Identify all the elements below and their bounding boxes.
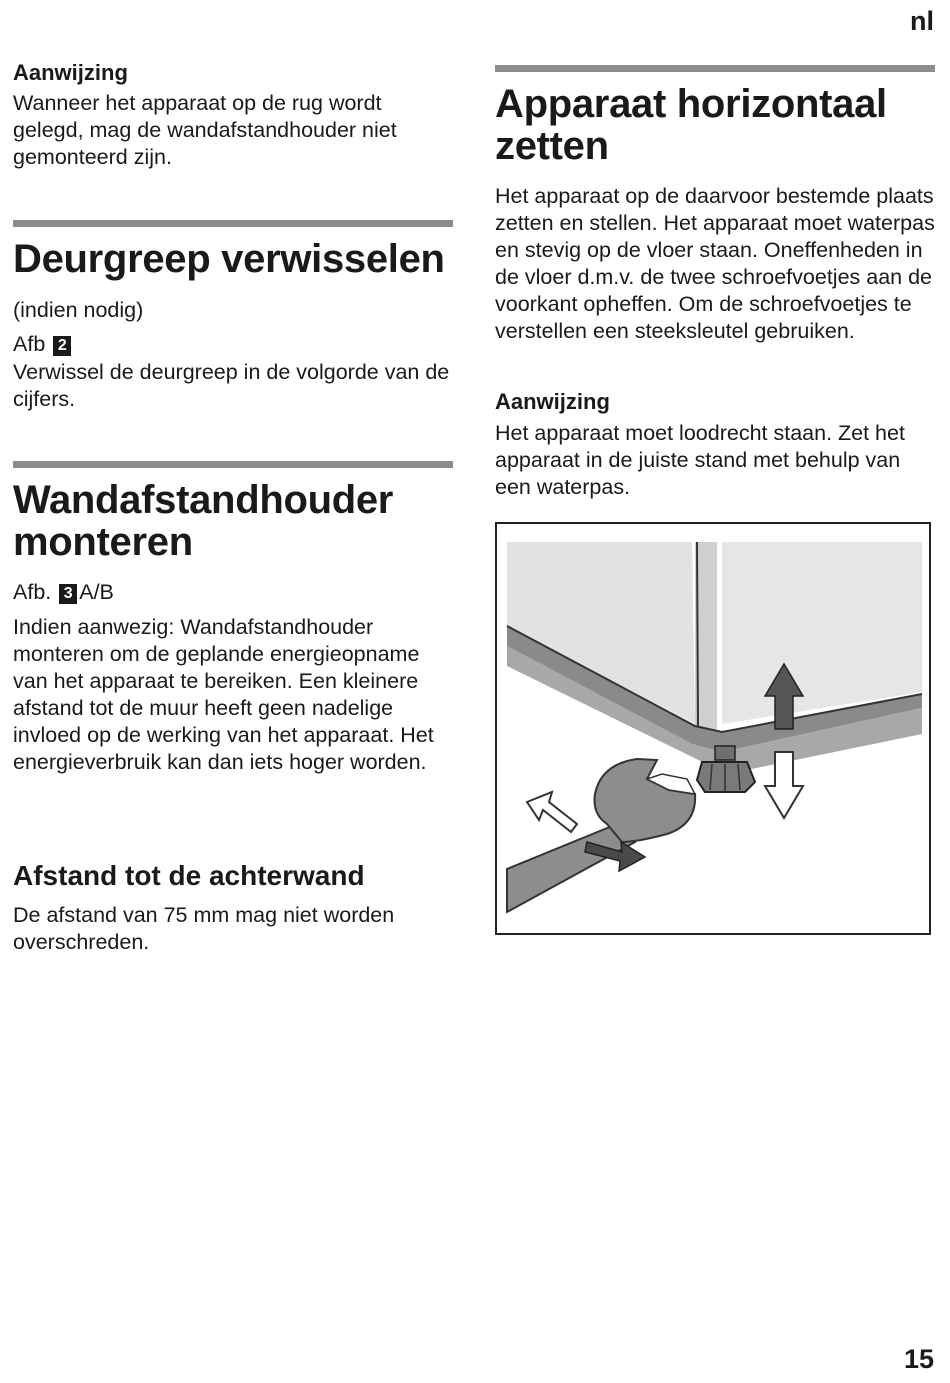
note-text: Wanneer het apparaat op de rug wordt gelegd, mag de wandafstandhouder niet gemonteerd zijn. (13, 91, 397, 169)
rotate-arrow-icon (527, 792, 577, 832)
note-text: Het apparaat moet loodrecht staan. Zet het apparaat in de juiste stand met behulp van een waterpas. (495, 421, 905, 499)
section-rule (13, 461, 453, 468)
section-text: Verwissel de deurgreep in de volgorde van de cijfers. (13, 360, 450, 411)
section-title-level: Apparaat horizontaal zetten (495, 82, 887, 168)
section-rule (495, 65, 935, 72)
figure-prefix: Afb (13, 332, 46, 356)
figure-suffix: A/B (79, 580, 114, 604)
note-title: Aanwijzing (495, 389, 610, 414)
section-rule (13, 220, 453, 227)
section-subtitle: (indien nodig) (13, 298, 144, 322)
leveling-illustration (497, 524, 929, 933)
section-text: De afstand van 75 mm mag niet worden overschreden. (13, 903, 395, 954)
section-title-spacer: Wandafstandhouder monteren (13, 478, 394, 564)
section-text: Indien aanwezig: Wandafstandhouder monteren om de geplande energieopname van het apparaat te bereiken. Een kleinere afstand tot de muur heeft geen nadelige invloed op de werking van het apparaat. Het energieverbruik kan dan iets hoger worden. (13, 615, 434, 774)
note-title: Aanwijzing (13, 60, 128, 85)
leveling-figure (495, 522, 931, 935)
section-title-handle: Deurgreep verwisselen (13, 237, 445, 281)
language-label: nl (910, 6, 934, 36)
subsection-title: Afstand tot de achterwand (13, 860, 365, 891)
figure-prefix: Afb. (13, 580, 52, 604)
figure-number-badge: 2 (53, 336, 71, 356)
page-number: 15 (903, 1344, 934, 1374)
figure-number-badge: 3 (59, 584, 77, 604)
appliance-door (722, 542, 922, 724)
figure-reference (13, 579, 453, 606)
wrench-icon (507, 759, 695, 912)
section-text: Het apparaat op de daarvoor bestemde plaats zetten en stellen. Het apparaat moet waterpas en stevig op de vloer staan. Oneffenheden in de vloer d.m.v. de twee schroefvoetjes aan de voorkant opheffen. Om de schroefvoetjes te verstellen een steeksleutel gebruiken. (495, 184, 935, 343)
figure-reference (13, 331, 453, 358)
